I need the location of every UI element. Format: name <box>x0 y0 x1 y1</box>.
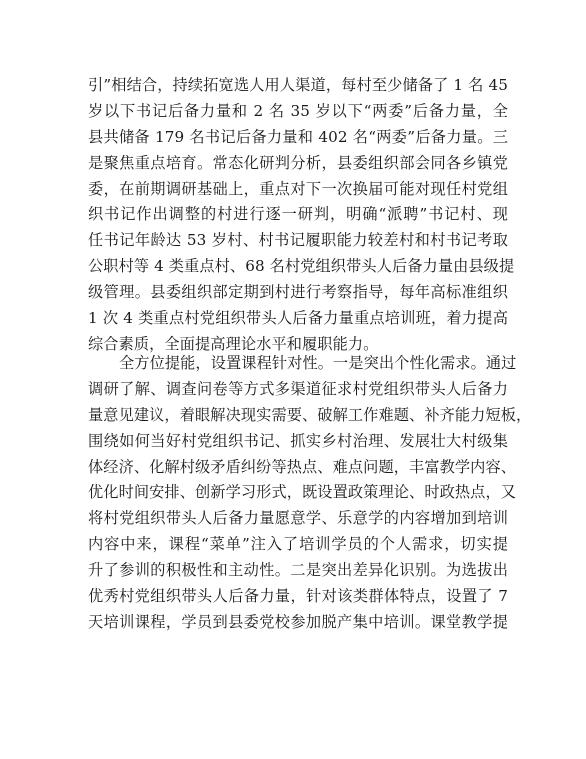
text-line: 优秀村党组织带头人后备力量，针对该类群体特点，设置了 7 <box>88 587 508 606</box>
text-line: 升了参训的积极性和主动性。二是突出差异化识别。为选拔出 <box>88 561 508 580</box>
text-line: 天培训课程，学员到县委党校参加脱产集中培训。课堂教学提 <box>88 612 508 631</box>
text-line: 优化时间安排、创新学习形式，既设置政策理论、时政热点，又 <box>88 483 517 502</box>
text-line: 级管理。县委组织部定期到村进行考察指导，每年高标准组织 <box>88 283 508 302</box>
text-line: 委，在前期调研基础上，重点对下一次换届可能对现任村党组 <box>88 179 508 198</box>
paragraph-course-design <box>88 351 532 636</box>
text-line: 将村党组织带头人后备力量愿意学、乐意学的内容增加到培训 <box>88 509 508 528</box>
text-line: 是聚焦重点培育。常态化研判分析，县委组织部会同各乡镇党 <box>88 153 508 172</box>
text-line: 1 次 4 类重点村党组织带头人后备力量重点培训班，着力提高 <box>88 309 508 328</box>
text-line: 量意见建议，着眼解决现实需要、破解工作难题、补齐能力短板， <box>88 405 532 424</box>
text-line: 全方位提能，设置课程针对性。一是突出个性化需求。通过 <box>119 354 517 372</box>
text-line: 县共储备 179 名书记后备力量和 402 名“两委”后备力量。三 <box>88 127 508 146</box>
text-line: 引”相结合，持续拓宽选人用人渠道，每村至少储备了 1 名 45 <box>88 76 508 94</box>
text-line: 体经济、化解村级矛盾纠纷等热点、难点问题，丰富教学内容、 <box>88 457 517 476</box>
text-line: 公职村等 4 类重点村、68 名村党组织带头人后备力量由县级提 <box>88 257 515 276</box>
text-line: 岁以下书记后备力量和 2 名 35 岁以下“两委”后备力量，全 <box>88 101 508 120</box>
text-line: 调研了解、调查问卷等方式多渠道征求村党组织带头人后备力 <box>88 379 508 398</box>
text-line: 围绕如何当好村党组织书记、抓实乡村治理、发展壮大村级集 <box>88 431 508 450</box>
text-line: 综合素质，全面提高理论水平和履职能力。 <box>88 334 379 353</box>
text-line: 任书记年龄达 53 岁村、村书记履职能力较差村和村书记考取 <box>88 231 508 250</box>
paragraph-reserve-cultivation <box>88 73 515 358</box>
text-line: 织书记作出调整的村进行逐一研判，明确“派聘”书记村、现 <box>88 205 508 224</box>
text-line: 内容中来，课程“菜单”注入了培训学员的个人需求，切实提 <box>88 535 508 554</box>
